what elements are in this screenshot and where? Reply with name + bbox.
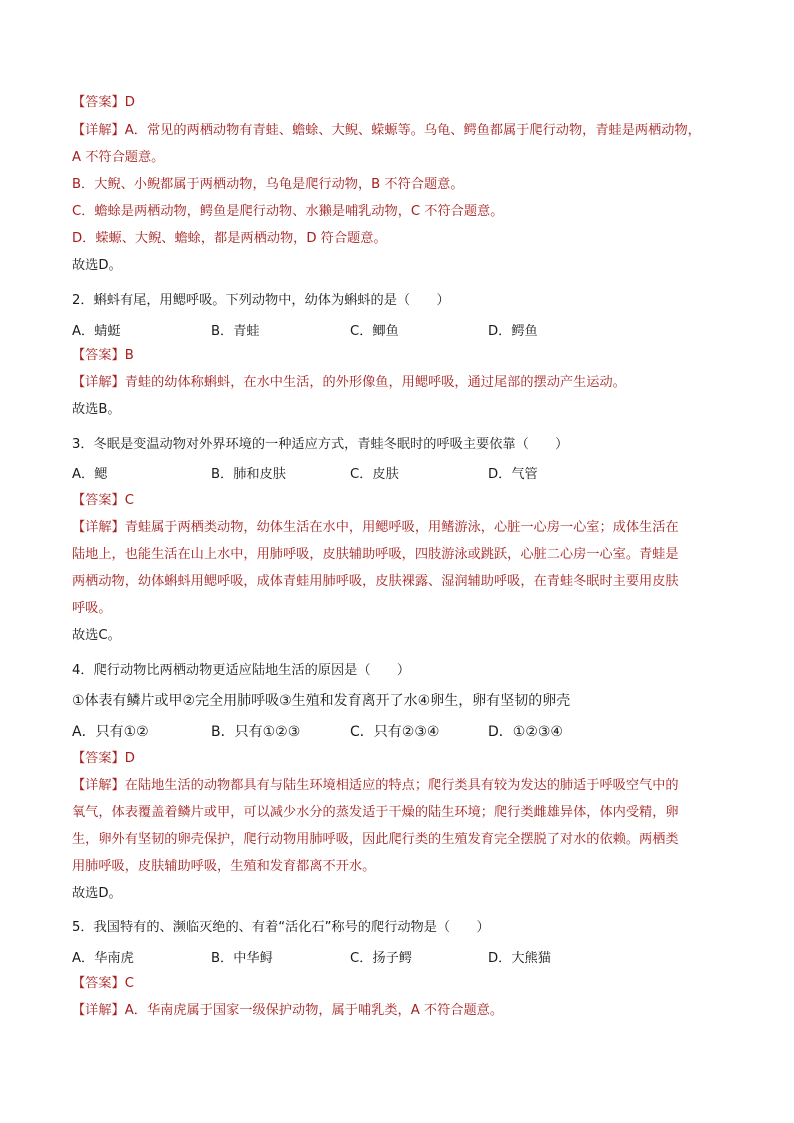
detail-text: 青蛙属于两栖类动物，幼体生活在水中，用鳃呼吸，用鳍游泳，心脏一心房一心室；成体生活在 [124,520,679,535]
detail-label: 【详解】 [72,778,125,793]
q4-conclusion: 故选D。 [72,886,122,901]
detail-label: 【详解】 [72,123,125,138]
q2-option-b: B．青蛙 [211,324,260,339]
q4-answer [72,750,135,768]
q1-detail-line: A 不符合题意。 [72,150,165,165]
q3-detail-line: 陆地上，也能生活在山上水中，用肺呼吸，皮肤辅助呼吸，四肢游泳或跳跃，心脏二心房一心室。青蛙是 [72,547,679,562]
q3-detail-line: 两栖动物，幼体蝌蚪用鳃呼吸，成体青蛙用肺呼吸，皮肤裸露、湿润辅助呼吸，在青蛙冬眠时主要用皮肤 [72,574,679,589]
answer-value: D [124,95,135,110]
q4-detail-line: 生，卵外有坚韧的卵壳保护，爬行动物用肺呼吸，因此爬行类的生殖发育完全摆脱了对水的依赖。两栖类 [72,832,679,847]
q4-detail-line [72,777,679,795]
q3-option-c: C．皮肤 [350,467,399,482]
answer-label: 【答案】 [72,976,125,991]
answer-label: 【答案】 [72,751,125,766]
detail-label: 【详解】 [72,375,125,390]
answer-value: D [124,751,135,766]
q3-detail-line: 呼吸。 [72,601,112,616]
q5-option-a: A．华南虎 [72,951,134,966]
q2-option-c: C．鲫鱼 [350,324,399,339]
q3-detail-line [72,519,679,537]
q2-answer [72,347,134,365]
q1-detail-line: D．蝾螈、大鲵、蟾蜍，都是两栖动物，D 符合题意。 [72,231,387,246]
q3-option-b: B．肺和皮肤 [211,467,286,482]
q1-detail-line: B．大鲵、小鲵都属于两栖动物，乌龟是爬行动物，B 不符合题意。 [72,177,464,192]
q4-option-b: B．只有①②③ [211,724,301,740]
q1-conclusion: 故选D。 [72,258,122,273]
q3-option-d: D．气管 [488,467,538,482]
detail-text: 青蛙的幼体称蝌蚪，在水中生活，的外形像鱼，用鳃呼吸，通过尾部的摆动产生运动。 [124,375,626,390]
answer-label: 【答案】 [72,348,125,363]
detail-label: 【详解】 [72,520,125,535]
q2-option-a: A．蜻蜓 [72,324,121,339]
q4-option-a: A．只有①② [72,724,149,740]
q1-detail-line: C．蟾蜍是两栖动物，鳄鱼是爬行动物、水獭是哺乳动物，C 不符合题意。 [72,204,504,219]
answer-value: C [124,493,134,508]
detail-text: A．华南虎属于国家一级保护动物，属于哺乳类，A 不符合题意。 [124,1003,504,1018]
q5-detail-line [72,1002,503,1020]
q1-answer [72,94,135,112]
q2-detail-line [72,374,626,392]
q5-option-b: B．中华鲟 [211,951,273,966]
q2-stem: 2．蝌蚪有尾，用鳃呼吸。下列动物中，幼体为蝌蚪的是（ ） [72,293,450,308]
answer-value: C [124,976,134,991]
q2-conclusion: 故选B。 [72,402,121,417]
q3-conclusion: 故选C。 [72,628,121,643]
q1-detail-line [72,122,701,140]
q3-option-a: A．鳃 [72,467,108,482]
detail-text: 在陆地生活的动物都具有与陆生环境相适应的特点；爬行类具有较为发达的肺适于呼吸空气中的 [124,778,679,793]
q2-option-d: D．鳄鱼 [488,324,538,339]
q4-stem: 4．爬行动物比两栖动物更适应陆地生活的原因是（ ） [72,663,411,678]
answer-label: 【答案】 [72,493,125,508]
q5-stem: 5．我国特有的、濒临灭绝的、有着“活化石”称号的爬行动物是（ ） [72,920,490,935]
q3-stem: 3．冬眠是变温动物对外界环境的一种适应方式，青蛙冬眠时的呼吸主要依靠（ ） [72,437,569,452]
answer-value: B [124,348,134,363]
q3-answer [72,492,134,510]
q5-answer [72,975,134,993]
answer-label: 【答案】 [72,95,125,110]
detail-text: A．常见的两栖动物有青蛙、蟾蜍、大鲵、蝾螈等。乌龟、鳄鱼都属于爬行动物，青蛙是两栖动物， [124,123,701,138]
q5-option-d: D．大熊猫 [488,951,551,966]
q4-detail-line: 用肺呼吸，皮肤辅助呼吸，生殖和发育都离不开水。 [72,859,376,874]
q4-detail-line: 氧气，体表覆盖着鳞片或甲，可以减少水分的蒸发适于干燥的陆生环境；爬行类雌雄异体，体内受精，卵 [72,805,679,820]
q4-option-d: D．①②③④ [488,724,563,740]
q5-option-c: C．扬子鳄 [350,951,412,966]
q4-option-c: C．只有②③④ [350,724,440,740]
q4-statements: ①体表有鳞片或甲②完全用肺呼吸③生殖和发育离开了水④卵生，卵有坚韧的卵壳 [72,693,571,709]
detail-label: 【详解】 [72,1003,125,1018]
